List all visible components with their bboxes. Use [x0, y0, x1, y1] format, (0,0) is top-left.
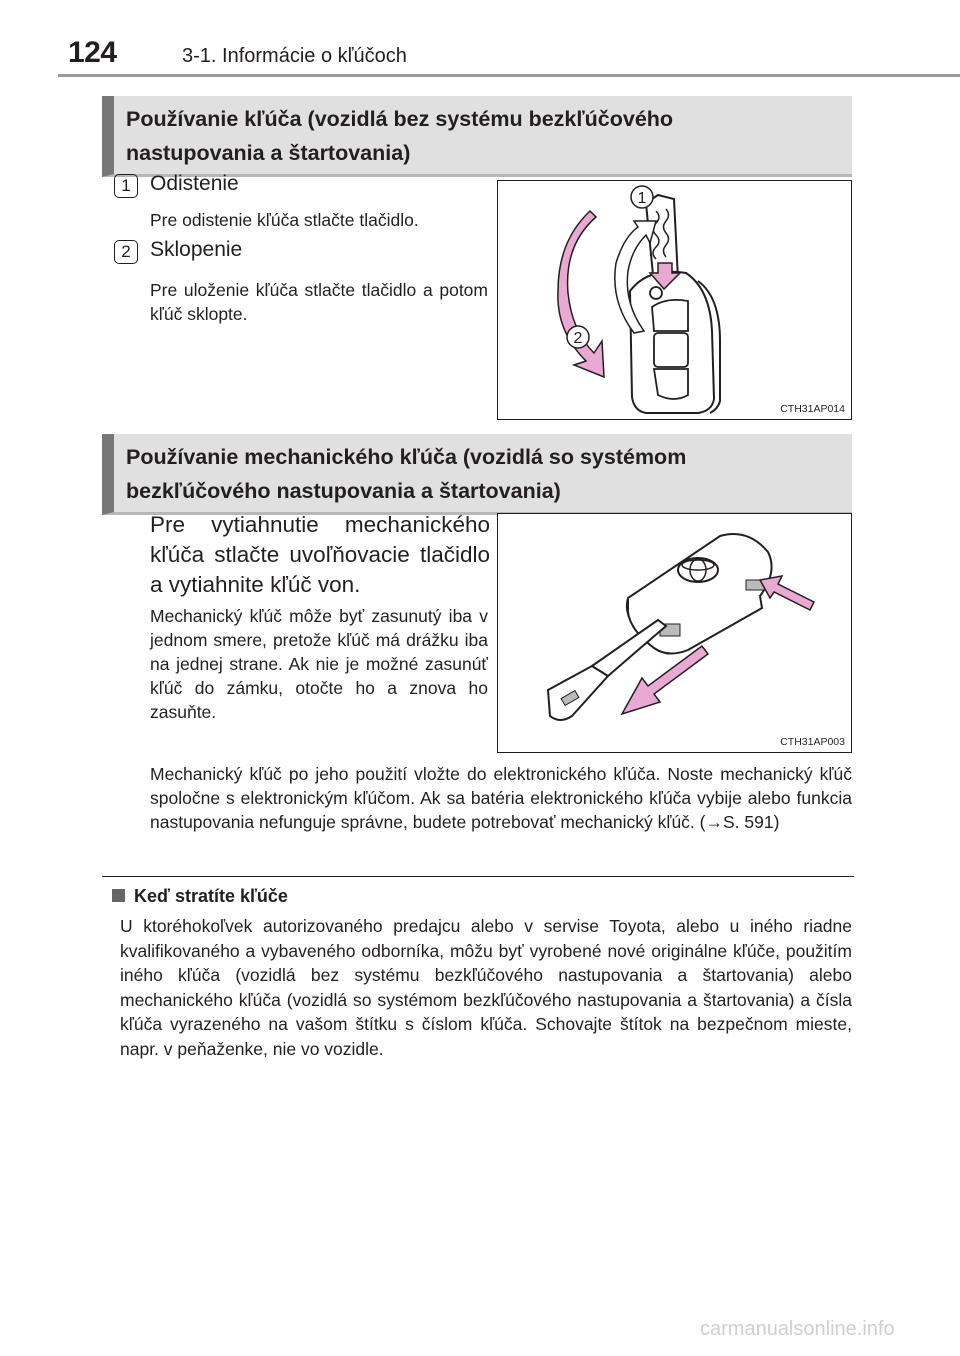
- lost-keys-text: U ktoréhokoľvek autorizovaného predajcu alebo v servise Toyota, alebo u iného riadne kvalifikovaného a vybaveného odborníka, môžu byť vyrobené nové originálne kľúče, použitím iného kľúča (vozidlá bez systému bezkľúčového nastupovania a štartovania) alebo mechanického kľúča (vozidlá so systémom bezkľúčového nastupovania a štartovania) a čísla kľúča vyrazeného na vašom štítku s číslom kľúča. Schovajte štítok na bezpečnom mieste, napr. v peňaženke, nie vo vozidle.: [120, 916, 852, 1059]
- flip-key-illustration: [498, 181, 850, 418]
- section-heading-mechanical-key: [102, 434, 852, 515]
- smart-key-illustration: [498, 514, 850, 751]
- header-divider: [58, 74, 960, 77]
- figure-code: CTH31AP003: [780, 736, 845, 748]
- step-title-unlock: Odistenie: [150, 172, 239, 195]
- heading-line: Používanie kľúča (vozidlá bez systému bezkľúčového: [126, 107, 674, 131]
- figure-code: CTH31AP014: [780, 403, 845, 415]
- page-number: 124: [68, 36, 117, 69]
- square-bullet-icon: [112, 889, 125, 902]
- step-title-fold: Sklopenie: [150, 238, 243, 261]
- step-text-unlock: Pre odistenie kľúča stlačte tlačidlo.: [150, 210, 419, 230]
- figure-callout-2: 2: [573, 330, 583, 347]
- heading-line: bezkľúčového nastupovania a štartovania): [126, 479, 561, 503]
- step-number-badge: 1: [114, 174, 138, 198]
- figure-smart-key: [497, 513, 852, 753]
- main-instruction: Pre vytiahnutie mechanického kľúča stlačte uvoľňovacie tlačidlo a vytiahnite kľúč von.: [150, 512, 490, 597]
- heading-line: nastupovania a štartovania): [126, 141, 411, 165]
- step-number-badge: 2: [114, 240, 138, 264]
- chapter-title: 3-1. Informácie o kľúčoch: [182, 45, 407, 67]
- heading-line: Používanie mechanického kľúča (vozidlá so systémom: [126, 445, 687, 469]
- subsection-heading: Keď stratíte kľúče: [134, 886, 288, 906]
- figure-callout-1: 1: [637, 190, 647, 207]
- step-text-fold: Pre uloženie kľúča stlačte tlačidlo a potom kľúč sklopte.: [150, 280, 488, 324]
- subsection-lost-keys: [112, 886, 288, 907]
- note-key-direction: Mechanický kľúč môže byť zasunutý iba v jednom smere, pretože kľúč má drážku iba na jednej strane. Ak nie je možné zasunúť kľúč do zámku, otočte ho a znova ho zasuňte.: [150, 606, 488, 722]
- section-divider: [102, 876, 854, 877]
- watermark: carmanualsonline.info: [700, 1318, 895, 1340]
- section-heading-key-usage: [102, 96, 852, 177]
- figure-flip-key: [497, 180, 852, 420]
- note-store-key: Mechanický kľúč po jeho použití vložte do elektronického kľúča. Noste mechanický kľúč spoločne s elektronickým kľúčom. Ak sa batéria elektronického kľúča vybije alebo funkcia nastupovania nefunguje správne, budete potrebovať mechanický kľúč. (→S. 591): [150, 764, 852, 832]
